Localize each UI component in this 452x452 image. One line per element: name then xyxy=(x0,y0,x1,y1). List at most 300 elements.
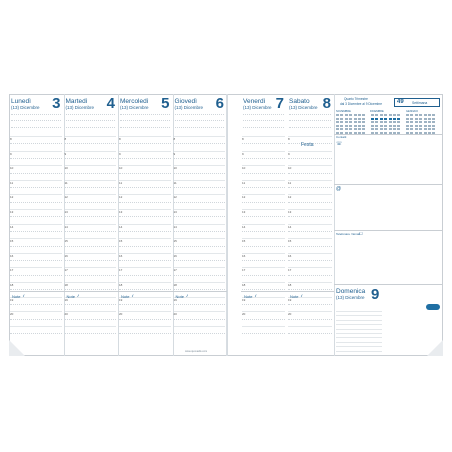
hour-label: 20 xyxy=(64,312,68,317)
half-hour-line xyxy=(10,158,62,159)
minical-day xyxy=(340,125,343,127)
half-hour-line xyxy=(65,173,117,174)
minical-day xyxy=(336,128,339,130)
hour-line xyxy=(174,326,226,327)
hour-label: 9 xyxy=(242,151,244,156)
hour-line xyxy=(119,224,171,225)
sunday-number: 9 xyxy=(371,286,380,303)
hour-label: 18 xyxy=(288,283,292,287)
hour-label: 13 xyxy=(119,210,123,214)
hour-line xyxy=(242,267,285,268)
hour-label: 19 xyxy=(173,297,177,302)
minical-day xyxy=(424,121,427,123)
sunday-line xyxy=(336,337,382,338)
pencil-icon: / xyxy=(255,293,257,298)
half-hour-line xyxy=(119,246,171,247)
half-hour-line xyxy=(288,304,332,305)
minical-day xyxy=(406,118,409,120)
half-hour-line xyxy=(242,319,285,320)
hour-line xyxy=(65,238,117,239)
half-hour-line xyxy=(10,216,62,217)
hour-label: 15 xyxy=(242,239,246,244)
half-hour-line xyxy=(119,231,171,232)
note-divider xyxy=(64,291,119,292)
header-line xyxy=(243,127,284,128)
hour-label: 9 xyxy=(288,151,290,156)
column-divider xyxy=(227,94,228,356)
hour-line xyxy=(10,209,62,210)
day-number: 3 xyxy=(52,95,61,112)
pencil-icon: / xyxy=(77,293,79,298)
hour-label: 14 xyxy=(64,224,68,229)
minical-day xyxy=(358,118,361,120)
half-hour-line xyxy=(288,260,332,261)
day-column xyxy=(9,94,64,356)
minical-day xyxy=(397,118,400,120)
day-name: Giovedì xyxy=(174,98,197,105)
minical-month-1: NOVEMBRE xyxy=(336,110,351,113)
minical-day xyxy=(428,128,431,130)
hour-line xyxy=(65,209,117,210)
header-line xyxy=(66,114,116,115)
half-hour-line xyxy=(65,231,117,232)
hour-label: 12 xyxy=(242,195,246,200)
hour-label: 8 xyxy=(64,137,67,141)
hour-line xyxy=(242,194,285,195)
hour-label: 8 xyxy=(288,137,290,141)
hour-label: 13 xyxy=(10,210,14,214)
sunday-line xyxy=(336,311,382,312)
minical-day xyxy=(371,118,374,120)
minical-day xyxy=(419,121,422,123)
day-number: 4 xyxy=(106,95,115,112)
hour-label: 20 xyxy=(119,312,123,317)
sunday-line xyxy=(336,351,382,352)
hour-line xyxy=(242,311,285,312)
header-line xyxy=(243,114,284,115)
note-label: Note xyxy=(175,294,184,299)
half-hour-line xyxy=(10,202,62,203)
hour-label: 18 xyxy=(173,283,177,287)
day-month: (13) Dicembre xyxy=(11,105,40,110)
half-hour-line xyxy=(288,231,332,232)
hour-line xyxy=(65,180,117,181)
half-hour-line xyxy=(119,202,171,203)
hour-label: 17 xyxy=(64,268,68,273)
hour-line xyxy=(10,311,62,312)
minical-day xyxy=(375,121,378,123)
minical-day xyxy=(428,121,431,123)
half-hour-line xyxy=(242,246,285,247)
minical-day xyxy=(389,128,392,130)
hour-label: 12 xyxy=(64,195,68,200)
hour-line xyxy=(10,326,62,327)
email-area xyxy=(334,184,442,231)
half-hour-line xyxy=(288,246,332,247)
minical-day xyxy=(384,128,387,130)
pencil-icon: / xyxy=(301,293,303,298)
minical-day xyxy=(424,114,427,116)
half-hour-line xyxy=(242,275,285,276)
half-hour-line xyxy=(242,158,285,159)
minical-day xyxy=(380,114,383,116)
hour-label: 14 xyxy=(119,224,123,229)
hour-line xyxy=(174,282,226,283)
hour-label: 15 xyxy=(173,239,177,244)
half-hour-line xyxy=(65,319,117,320)
pencil-icon: / xyxy=(186,293,188,298)
minical-day xyxy=(349,121,352,123)
hour-label: 15 xyxy=(10,239,14,244)
minical-day xyxy=(415,128,418,130)
half-hour-line xyxy=(174,216,226,217)
hour-label: 14 xyxy=(173,224,177,229)
half-hour-line xyxy=(174,246,226,247)
hour-label: 15 xyxy=(119,239,123,244)
note-label: Note xyxy=(244,294,253,299)
hour-label: 16 xyxy=(173,253,177,258)
hour-line xyxy=(65,136,117,137)
sunday-name: Domenica xyxy=(336,288,366,295)
minical-day xyxy=(354,114,357,116)
minical-day xyxy=(424,128,427,130)
hour-label: 16 xyxy=(10,253,14,258)
day-column xyxy=(287,94,334,356)
half-hour-line xyxy=(288,202,332,203)
hour-label: 17 xyxy=(119,268,123,273)
hour-line xyxy=(288,224,332,225)
minical-day xyxy=(340,118,343,120)
half-hour-line xyxy=(65,246,117,247)
half-hour-line xyxy=(174,319,226,320)
half-hour-line xyxy=(288,173,332,174)
hour-line xyxy=(174,194,226,195)
hour-line xyxy=(242,224,285,225)
minical-day xyxy=(415,125,418,127)
half-hour-line xyxy=(10,319,62,320)
half-hour-line xyxy=(288,158,332,159)
minical-day xyxy=(419,128,422,130)
todo-label: Telefonare / Email xyxy=(336,232,361,236)
hour-label: 8 xyxy=(10,137,12,141)
hour-line xyxy=(174,209,226,210)
hour-line xyxy=(119,311,171,312)
half-hour-line xyxy=(242,260,285,261)
pencil-icon: / xyxy=(132,293,134,298)
minical-day xyxy=(393,125,396,127)
header-line xyxy=(289,127,331,128)
hour-label: 18 xyxy=(64,283,68,287)
minical-day xyxy=(354,121,357,123)
day-column xyxy=(173,94,228,356)
contacts-area xyxy=(334,134,442,185)
minical-day xyxy=(362,114,365,116)
minical-day xyxy=(384,118,387,120)
hour-line xyxy=(10,151,62,152)
header-line xyxy=(66,127,116,128)
hour-label: 11 xyxy=(119,180,123,185)
hour-line xyxy=(288,180,332,181)
minical-day xyxy=(389,118,392,120)
half-hour-line xyxy=(174,260,226,261)
minical-day xyxy=(340,114,343,116)
minical-day xyxy=(424,125,427,127)
hour-label: 10 xyxy=(10,166,14,171)
minical-day xyxy=(432,118,435,120)
note-divider xyxy=(287,291,334,292)
minical-day xyxy=(419,114,422,116)
half-hour-line xyxy=(288,319,332,320)
hour-line xyxy=(119,180,171,181)
header-line xyxy=(66,120,116,121)
sunday-sub: (13) Dicembre xyxy=(336,295,365,300)
minical-day xyxy=(336,118,339,120)
day-name: Lunedì xyxy=(11,98,31,105)
hour-label: 20 xyxy=(288,312,292,317)
minical-day xyxy=(349,118,352,120)
hour-line xyxy=(174,224,226,225)
hour-line xyxy=(119,282,171,283)
minical-day xyxy=(362,121,365,123)
half-hour-line xyxy=(288,216,332,217)
minical-day xyxy=(371,114,374,116)
half-hour-line xyxy=(174,143,226,144)
note-divider xyxy=(9,291,64,292)
hour-line xyxy=(119,165,171,166)
hour-label: 12 xyxy=(288,195,292,200)
half-hour-line xyxy=(65,260,117,261)
header-line xyxy=(243,120,284,121)
contacts-label: Contatti xyxy=(336,135,347,139)
hour-label: 13 xyxy=(64,210,68,214)
hour-line xyxy=(174,180,226,181)
half-hour-line xyxy=(10,173,62,174)
minical-day xyxy=(380,118,383,120)
hour-label: 10 xyxy=(119,166,123,171)
half-hour-line xyxy=(65,304,117,305)
hour-label: 14 xyxy=(242,224,246,229)
hour-line xyxy=(10,238,62,239)
minical-day xyxy=(340,121,343,123)
minical-day xyxy=(384,121,387,123)
hour-label: 8 xyxy=(173,137,176,141)
half-hour-line xyxy=(242,143,285,144)
half-hour-line xyxy=(242,202,285,203)
hour-label: 13 xyxy=(173,210,177,214)
bookmark-tab[interactable] xyxy=(426,304,440,310)
hour-line xyxy=(288,267,332,268)
hour-label: 9 xyxy=(10,151,12,156)
minical-day xyxy=(432,128,435,130)
minical-day xyxy=(345,125,348,127)
day-column xyxy=(118,94,173,356)
minical-day xyxy=(336,125,339,127)
note-label: Note xyxy=(290,294,299,299)
note-divider xyxy=(118,291,173,292)
hour-line xyxy=(242,209,285,210)
hour-label: 11 xyxy=(173,180,177,185)
half-hour-line xyxy=(174,202,226,203)
hour-label: 19 xyxy=(242,297,246,302)
day-month: (13) Dicembre xyxy=(289,105,318,110)
hour-line xyxy=(10,165,62,166)
week-label: Settimana xyxy=(412,101,428,105)
half-hour-line xyxy=(174,187,226,188)
hour-label: 18 xyxy=(10,283,14,287)
hour-label: 17 xyxy=(288,268,292,273)
hour-label: 9 xyxy=(173,151,176,156)
half-hour-line xyxy=(65,143,117,144)
hour-label: 14 xyxy=(10,224,14,229)
minical-day xyxy=(410,121,413,123)
hour-line xyxy=(288,194,332,195)
hour-line xyxy=(288,282,332,283)
hour-line xyxy=(242,253,285,254)
hour-label: 11 xyxy=(64,180,68,185)
hour-label: 10 xyxy=(64,166,68,171)
half-hour-line xyxy=(288,333,332,334)
sunday-line xyxy=(336,342,382,343)
minical-day xyxy=(406,114,409,116)
minical-day xyxy=(428,125,431,127)
hour-line xyxy=(65,326,117,327)
minical-day xyxy=(345,114,348,116)
half-hour-line xyxy=(174,231,226,232)
half-hour-line xyxy=(119,304,171,305)
hour-label: 8 xyxy=(242,137,244,141)
hour-line xyxy=(288,238,332,239)
hour-label: 9 xyxy=(119,151,121,156)
hour-line xyxy=(174,238,226,239)
hour-line xyxy=(119,326,171,327)
hour-label: 16 xyxy=(288,253,292,258)
half-hour-line xyxy=(10,187,62,188)
half-hour-line xyxy=(65,216,117,217)
day-month: (13) Dicembre xyxy=(65,105,95,110)
hour-line xyxy=(119,238,171,239)
hour-line xyxy=(119,267,171,268)
hour-line xyxy=(288,151,332,152)
hour-line xyxy=(65,151,117,152)
minical-day xyxy=(393,128,396,130)
minical-day xyxy=(384,114,387,116)
hour-label: 10 xyxy=(242,166,246,171)
minical-day xyxy=(336,114,339,116)
hour-line xyxy=(242,282,285,283)
note-divider xyxy=(173,291,228,292)
at-icon: @ xyxy=(336,186,342,192)
hour-line xyxy=(65,267,117,268)
week-number: 49 xyxy=(397,99,404,105)
header-line xyxy=(175,120,225,121)
hour-line xyxy=(288,311,332,312)
hour-label: 16 xyxy=(242,253,246,258)
minical-day xyxy=(375,125,378,127)
hour-line xyxy=(10,282,62,283)
sunday-line xyxy=(336,333,382,334)
half-hour-line xyxy=(119,187,171,188)
header-line xyxy=(120,120,170,121)
minical-day xyxy=(410,114,413,116)
minical-day xyxy=(419,118,422,120)
hour-line xyxy=(242,151,285,152)
hour-line xyxy=(10,267,62,268)
day-name: Venerdì xyxy=(243,98,266,105)
sunday-block xyxy=(334,284,442,357)
hour-label: 12 xyxy=(10,195,14,200)
half-hour-line xyxy=(242,304,285,305)
minical-day xyxy=(393,121,396,123)
quarter-title: Quarto Trimestre xyxy=(344,97,368,101)
half-hour-line xyxy=(242,231,285,232)
minical-day xyxy=(406,128,409,130)
minical-day xyxy=(375,118,378,120)
day-month: (13) Dicembre xyxy=(174,105,204,110)
minical-day xyxy=(406,125,409,127)
hour-line xyxy=(65,224,117,225)
minical-day xyxy=(362,128,365,130)
hour-line xyxy=(119,194,171,195)
checkbox-icon: ☐ xyxy=(359,231,363,236)
minical-day xyxy=(397,121,400,123)
hour-line xyxy=(119,151,171,152)
minical-day xyxy=(349,114,352,116)
minical-day xyxy=(375,128,378,130)
minical-day xyxy=(389,114,392,116)
hour-line xyxy=(242,180,285,181)
hour-label: 8 xyxy=(119,137,121,141)
minical-day xyxy=(380,121,383,123)
footer-url: www.quovadis.com xyxy=(185,350,208,353)
minical-day xyxy=(354,128,357,130)
minical-day xyxy=(432,125,435,127)
hour-label: 10 xyxy=(173,166,177,171)
hour-line xyxy=(10,136,62,137)
hour-line xyxy=(65,165,117,166)
day-month: (13) Dicembre xyxy=(120,105,149,110)
half-hour-line xyxy=(242,216,285,217)
day-column xyxy=(64,94,119,356)
minical-day xyxy=(432,121,435,123)
minical-day xyxy=(410,118,413,120)
hour-label: 19 xyxy=(288,297,292,302)
hour-line xyxy=(65,253,117,254)
minical-day xyxy=(358,121,361,123)
half-hour-line xyxy=(10,333,62,334)
minical-day xyxy=(358,128,361,130)
minical-day xyxy=(393,114,396,116)
sunday-line xyxy=(336,315,382,316)
half-hour-line xyxy=(119,158,171,159)
hour-line xyxy=(10,194,62,195)
note-label: Note xyxy=(121,294,130,299)
minical-day xyxy=(432,114,435,116)
minical-day xyxy=(362,125,365,127)
minical-day xyxy=(419,125,422,127)
hour-label: 19 xyxy=(10,297,14,302)
header-line xyxy=(11,120,61,121)
note-label: Note xyxy=(66,294,75,299)
minical-day xyxy=(345,121,348,123)
hour-label: 14 xyxy=(288,224,292,229)
hour-line xyxy=(174,151,226,152)
half-hour-line xyxy=(119,319,171,320)
hour-label: 16 xyxy=(119,253,123,258)
minical-day xyxy=(384,125,387,127)
phone-icon: ☏ xyxy=(336,141,343,147)
day-column xyxy=(241,94,287,356)
minical-day xyxy=(397,128,400,130)
